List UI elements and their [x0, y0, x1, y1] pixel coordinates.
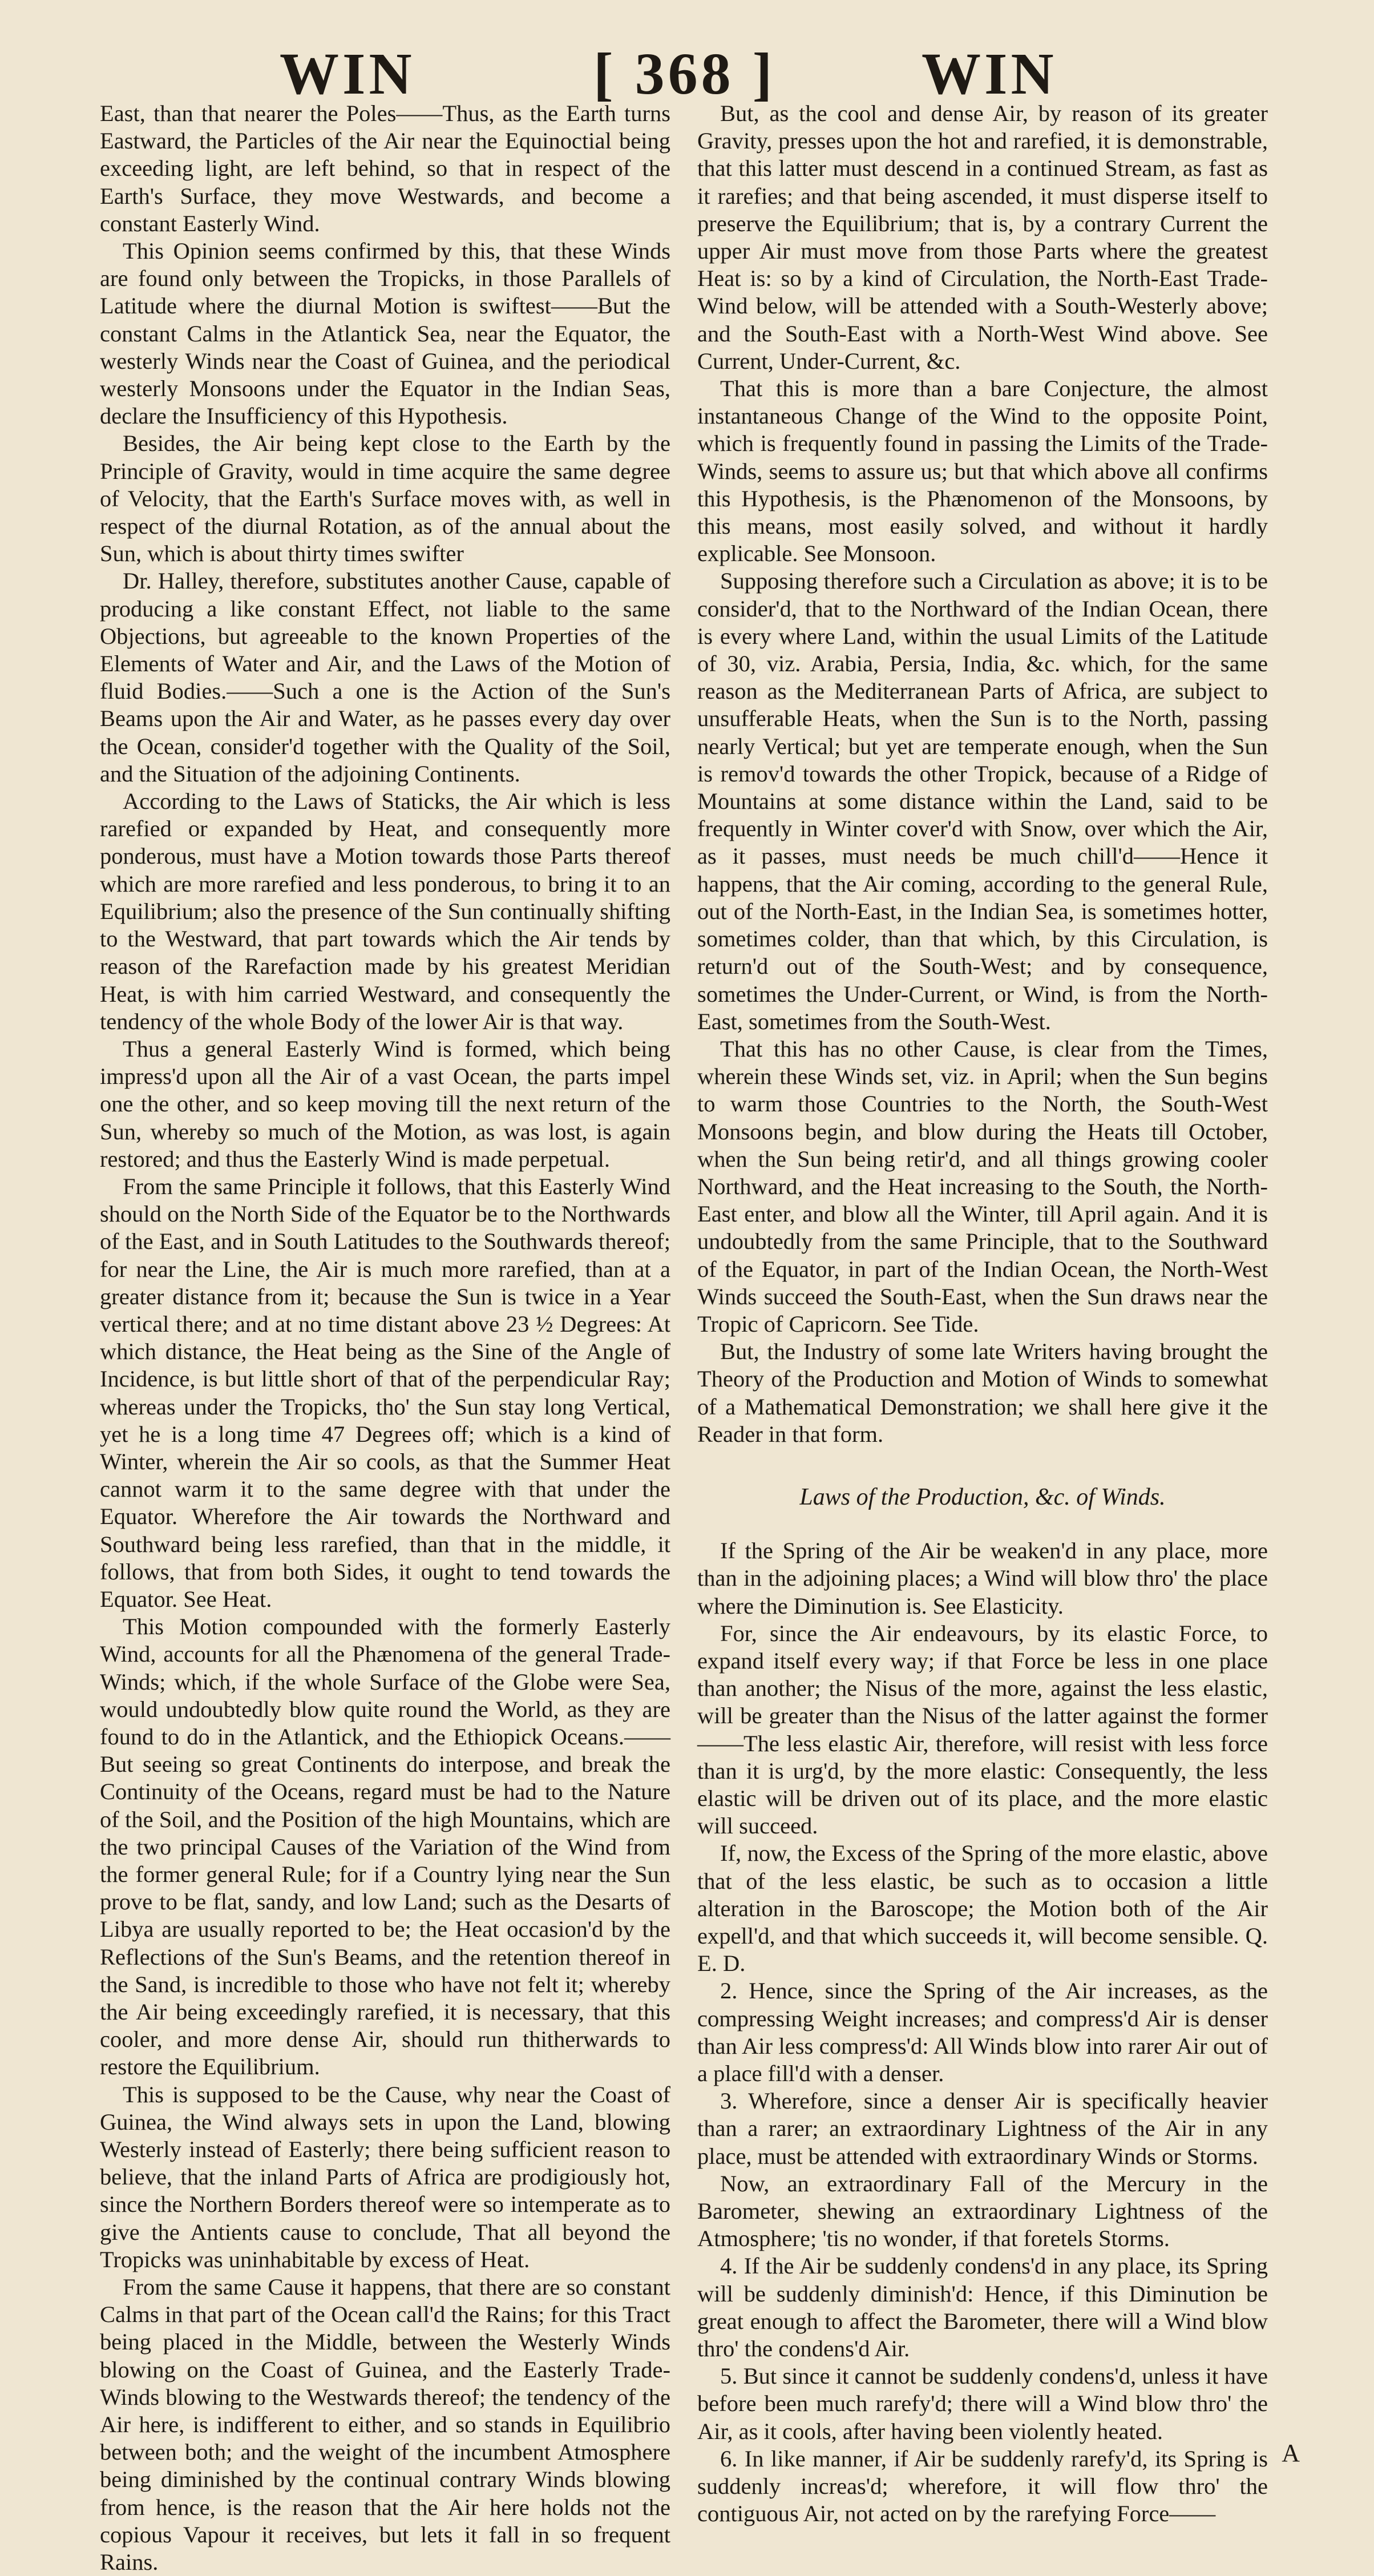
- paragraph: From the same Principle it follows, that this Easterly Wind should on the North Side of the Equator be to the Northwards of the East, and in South Latitudes to the Southwards thereof; for near the Line, the Air is much more rarefied, than at a greater distance from it; because the Sun is twice in a Year vertical there; and at no time distant above 23 ½ Degrees: At which distance, the Heat being as the Sine of the Angle of Incidence, is but little short of that of the perpendicular Ray; whereas under the Tropicks, tho' the Sun stay long Vertical, yet he is a long time 47 Degrees off; which is a kind of Winter, wherein the Air so cools, as that the Summer Heat cannot warm it to the same degree with that under the Equator. Wherefore the Air towards the Northward and Southward being less rarefied, than that in the middle, it follows, that from both Sides, it ought to tend towards the Equator. See Heat.: [100, 1173, 670, 1612]
- law-paragraph: 4. If the Air be suddenly condens'd in any place, its Spring will be suddenly diminish'd: Hence, if this Diminution be great enough to affect the Barometer, there will a Wind blow thro' the condens'd Air.: [697, 2253, 1268, 2362]
- paragraph: That this is more than a bare Conjecture, the almost instantaneous Change of the Wind to the opposite Point, which is frequently found in passing the Limits of the Trade-Winds, seems to assure us; but that which above all confirms this Hypothesis, is the Phænomenon of the Monsoons, by this means, most easily solved, and without it hardly explicable. See Monsoon.: [697, 376, 1268, 567]
- paragraph: That this has no other Cause, is clear from the Times, wherein these Winds set, viz. in April; when the Sun begins to warm those Countries to the North, the South-West Monsoons begin, and blow during the Heats till October, when the Sun being retir'd, and all things growing cooler Northward, and the Heat increasing to the South, the North-East enter, and blow all the Winter, till April again. And it is undoubtedly from the same Principle, that to the Southward of the Equator, in part of the Indian Ocean, the North-West Winds succeed the South-East, when the Sun draws near the Tropic of Capricorn. See Tide.: [697, 1035, 1268, 1337]
- law-paragraph: 5. But since it cannot be suddenly condens'd, unless it have before been much rarefy'd; there will a Wind blow thro' the Air, as it cools, after having been violently heated.: [697, 2363, 1268, 2444]
- law-paragraph: If the Spring of the Air be weaken'd in any place, more than in the adjoining places; a Wind will blow thro' the place where the Diminution is. See Elasticity.: [697, 1538, 1268, 1619]
- law-paragraph: For, since the Air endeavours, by its elastic Force, to expand itself every way; if that Force be less in one place than another; the Nisus of the more, against the less elastic, will be greater than the Nisus of the latter against the former——The less elastic Air, therefore, will resist with less force than it is urg'd, by the more elastic: Consequently, the less elastic will be driven out of its place, and the more elastic will succeed.: [697, 1620, 1268, 1839]
- paragraph: According to the Laws of Staticks, the Air which is less rarefied or expanded by Heat, and consequently more ponderous, must have a Motion towards those Parts thereof which are more rarefied and less ponderous, to bring it to an Equilibrium; also the presence of the Sun continually shifting to the Westward, that part towards which the Air tends by reason of the Rarefaction made by his greatest Meridian Heat, is with him carried Westward, and consequently the tendency of the whole Body of the lower Air is that way.: [100, 788, 670, 1034]
- right-column: [697, 100, 1268, 2527]
- paragraph: Besides, the Air being kept close to the Earth by the Principle of Gravity, would in time acquire the same degree of Velocity, that the Earth's Surface moves with, as well in respect of the diurnal Rotation, as of the annual about the Sun, which is about thirty times swifter: [100, 430, 670, 567]
- paragraph: Dr. Halley, therefore, substitutes another Cause, capable of producing a like constant Effect, not liable to the same Objections, but agreeable to the known Properties of the Elements of Water and Air, and the Laws of the Motion of fluid Bodies.——Such a one is the Action of the Sun's Beams upon the Air and Water, as he passes every day over the Ocean, consider'd together with the Quality of the Soil, and the Situation of the adjoining Continents.: [100, 568, 670, 787]
- law-paragraph: Now, an extraordinary Fall of the Mercury in the Barometer, shewing an extraordinary Lightness of the Atmosphere; 'tis no wonder, if that foretels Storms.: [697, 2170, 1268, 2252]
- law-paragraph: 3. Wherefore, since a denser Air is specifically heavier than a rarer; an extraordinary Lightness of the Air in any place, must be attended with extraordinary Winds or Storms.: [697, 2088, 1268, 2169]
- paragraph: But, the Industry of some late Writers having brought the Theory of the Production and Motion of Winds to somewhat of a Mathematical Demonstration; we shall here give it the Reader in that form.: [697, 1339, 1268, 1447]
- paragraph: From the same Cause it happens, that there are so constant Calms in that part of the Ocean call'd the Rains; for this Tract being placed in the Middle, between the Westerly Winds blowing on the Coast of Guinea, and the Easterly Trade-Winds blowing to the Westwards thereof; the tendency of the Air here, is indifferent to either, and so stands in Equilibrio between both; and the weight of the incumbent Atmosphere being diminished by the continual contrary Winds blowing from hence, is the reason that the Air here holds not the copious Vapour it receives, but lets it fall in so frequent Rains.: [100, 2274, 670, 2575]
- catchword: A: [1282, 2439, 1300, 2467]
- head-word-left: WIN: [280, 41, 415, 107]
- paragraph: East, than that nearer the Poles——Thus, as the Earth turns Eastward, the Particles of the Air near the Equinoctial being exceeding light, are left behind, so that in respect of the Earth's Surface, they move Westwards, and become a constant Easterly Wind.: [100, 100, 670, 236]
- law-paragraph: 6. In like manner, if Air be suddenly rarefy'd, its Spring is suddenly increas'd; wherefore, it will flow thro' the contiguous Air, not acted on by the rarefying Force——: [697, 2445, 1268, 2527]
- paragraph: Supposing therefore such a Circulation as above; it is to be consider'd, that to the Northward of the Indian Ocean, there is every where Land, within the usual Limits of the Latitude of 30, viz. Arabia, Persia, India, &c. which, for the same reason as the Mediterranean Parts of Africa, are subject to unsufferable Heats, when the Sun is to the North, passing nearly Vertical; but yet are temperate enough, when the Sun is remov'd towards the other Tropick, because of a Ridge of Mountains at some distance within the Land, said to be frequently in Winter cover'd with Snow, over which the Air, as it passes, must needs be much chill'd——Hence it happens, that the Air coming, according to the general Rule, out of the North-East, in the Indian Sea, is sometimes hotter, sometimes colder, than that which, by this Circulation, is return'd out of the South-West; and by consequence, sometimes the Under-Current, or Wind, is from the North-East, sometimes from the South-West.: [697, 568, 1268, 1034]
- page-number: [ 368 ]: [593, 41, 776, 107]
- head-word-right: WIN: [922, 41, 1057, 107]
- paragraph: But, as the cool and dense Air, by reason of its greater Gravity, presses upon the hot and rarefied, it is demonstrable, that this latter must descend in a continued Stream, as fast as it rarefies; and that being ascended, it must disperse itself to preserve the Equilibrium; that is, by a contrary Current the upper Air must move from those Parts where the greatest Heat is: so by a kind of Circulation, the North-East Trade-Wind below, will be attended with a South-Westerly above; and the South-East with a North-West Wind above. See Current, Under-Current, &c.: [697, 100, 1268, 374]
- paragraph: This is supposed to be the Cause, why near the Coast of Guinea, the Wind always sets in upon the Land, blowing Westerly instead of Easterly; there being sufficient reason to believe, that the inland Parts of Africa are prodigiously hot, since the Northern Borders thereof were so intemperate as to give the Antients cause to conclude, That all beyond the Tropicks was uninhabitable by excess of Heat.: [100, 2081, 670, 2272]
- paragraph: This Opinion seems confirmed by this, that these Winds are found only between the Tropicks, in those Parallels of Latitude where the diurnal Motion is swiftest——But the constant Calms in the Atlantick Sea, near the Equator, the westerly Winds near the Coast of Guinea, and the periodical westerly Monsoons under the Equator in the Indian Seas, declare the Insufficiency of this Hypothesis.: [100, 238, 670, 429]
- section-heading: Laws of the Production, &c. of Winds.: [799, 1483, 1166, 1510]
- law-paragraph: 2. Hence, since the Spring of the Air increases, as the compressing Weight increases; and compress'd Air is denser than Air less compress'd: All Winds blow into rarer Air out of a place fill'd with a denser.: [697, 1978, 1268, 2087]
- paragraph: This Motion compounded with the formerly Easterly Wind, accounts for all the Phænomena of the general Trade-Winds; which, if the whole Surface of the Globe were Sea, would undoubtedly blow quite round the World, as they are found to do in the Atlantick, and the Ethiopick Oceans.——But seeing so great Continents do interpose, and break the Continuity of the Oceans, regard must be had to the Nature of the Soil, and the Position of the high Mountains, which are the two principal Causes of the Variation of the Wind from the former general Rule; for if a Country lying near the Sun prove to be flat, sandy, and low Land; such as the Desarts of Libya are usually reported to be; the Heat occasion'd by the Reflections of the Sun's Beams, and the retention thereof in the Sand, is incredible to those who have not felt it; whereby the Air being exceedingly rarefied, it is necessary, that this cooler, and more dense Air, should run thitherwards to restore the Equilibrium.: [100, 1614, 670, 2080]
- paragraph: Thus a general Easterly Wind is formed, which being impress'd upon all the Air of a vast Ocean, the parts impel one the other, and so keep moving till the next return of the Sun, whereby so much of the Motion, as was lost, is again restored; and thus the Easterly Wind is made perpetual.: [100, 1035, 670, 1172]
- left-column: [100, 100, 670, 2576]
- law-paragraph: If, now, the Excess of the Spring of the more elastic, above that of the less elastic, be such as to occasion a little alteration in the Baroscope; the Motion both of the Air expell'd, and that which succeeds it, will become sensible. Q. E. D.: [697, 1840, 1268, 1977]
